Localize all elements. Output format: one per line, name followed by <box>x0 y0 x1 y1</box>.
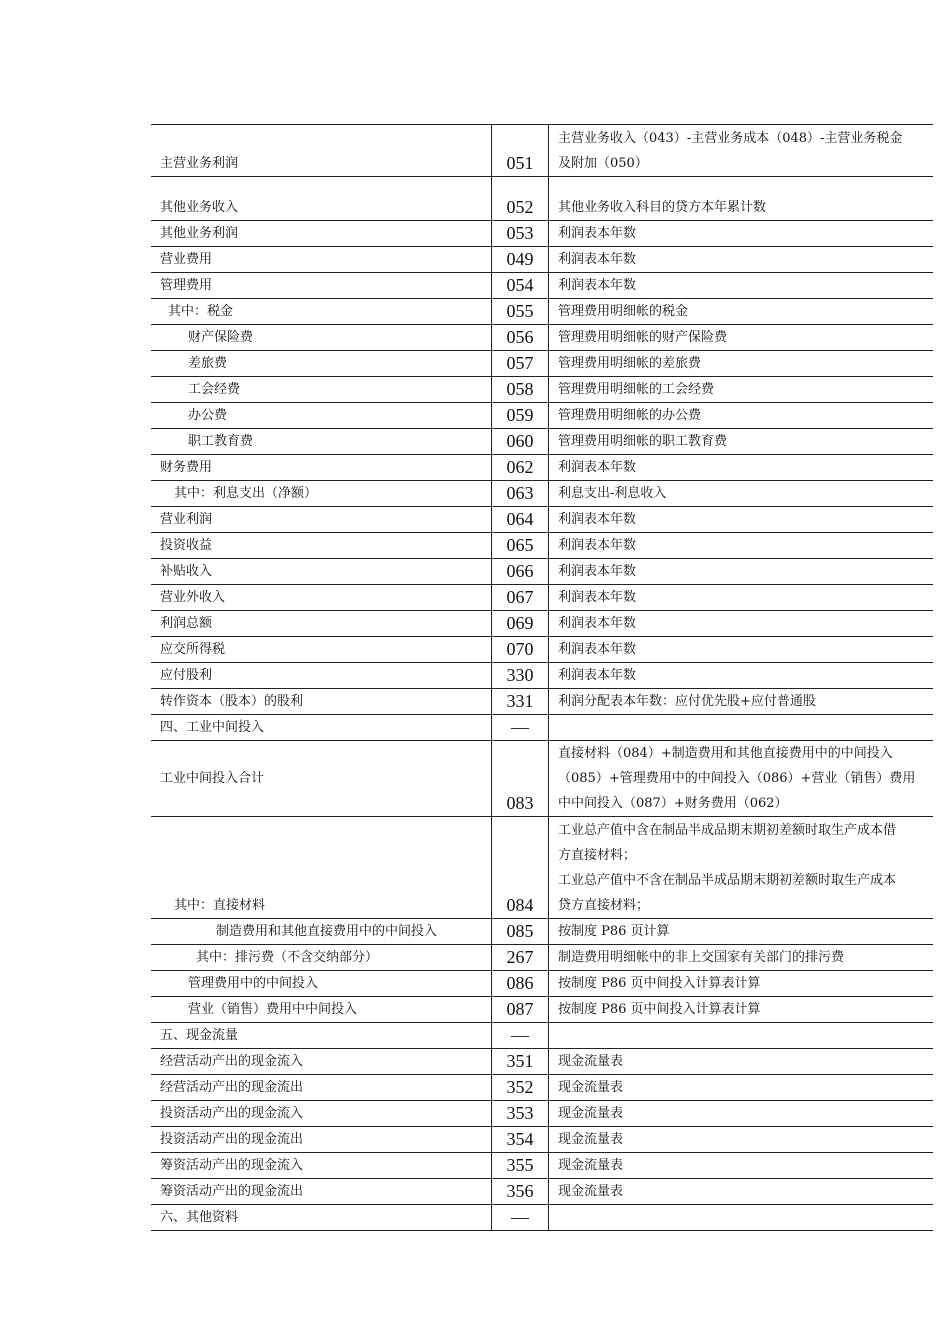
item-code: 355 <box>506 1155 534 1175</box>
item-code-cell <box>492 1101 549 1127</box>
item-code: 059 <box>506 405 534 425</box>
item-code-cell <box>492 377 549 403</box>
item-code-cell <box>492 1179 549 1205</box>
table-row <box>151 1153 933 1179</box>
item-source <box>558 637 929 662</box>
item-source-cell <box>549 221 934 247</box>
item-code: 353 <box>506 1103 534 1123</box>
item-source-cell <box>549 1153 934 1179</box>
item-code-cell <box>492 637 549 663</box>
item-source-line: 管理费用明细帐的办公费 <box>558 408 702 423</box>
item-source-line: 现金流量表 <box>558 1158 624 1173</box>
item-source-line: 中中间投入（087）+财务费用（062） <box>558 796 788 811</box>
item-source-line: 现金流量表 <box>558 1132 624 1147</box>
item-source-cell <box>549 455 934 481</box>
item-name: 投资活动产出的现金流入 <box>160 1106 304 1121</box>
table-row <box>151 663 933 689</box>
table-row <box>151 637 933 663</box>
item-name-cell <box>151 945 492 971</box>
item-source-line: 按制度 P86 页计算 <box>558 924 670 939</box>
item-name-cell <box>151 1127 492 1153</box>
item-code: 267 <box>506 947 534 967</box>
item-source <box>558 945 929 970</box>
table-row <box>151 403 933 429</box>
item-code: 062 <box>506 457 534 477</box>
item-source-line: 利润表本年数 <box>558 278 637 293</box>
item-code: — <box>511 1207 529 1227</box>
table-row <box>151 507 933 533</box>
item-source-line: 利润表本年数 <box>558 538 637 553</box>
item-source <box>558 585 929 610</box>
item-code: 064 <box>506 509 534 529</box>
item-source <box>558 1179 929 1204</box>
item-name-cell <box>151 481 492 507</box>
item-name-cell <box>151 429 492 455</box>
table-row <box>151 481 933 507</box>
item-source <box>558 1205 929 1230</box>
table-row <box>151 611 933 637</box>
item-name: 五、现金流量 <box>160 1028 239 1043</box>
item-source-line: 贷方直接材料； <box>558 898 650 913</box>
item-code: 051 <box>506 153 534 173</box>
item-code: 065 <box>506 535 534 555</box>
item-code: 052 <box>506 197 534 217</box>
item-source <box>558 325 929 350</box>
item-code-cell <box>492 429 549 455</box>
item-name-cell <box>151 689 492 715</box>
item-source <box>558 741 929 816</box>
item-source-line: 方直接材料； <box>558 848 637 863</box>
item-source-cell <box>549 559 934 585</box>
item-code-cell <box>492 997 549 1023</box>
item-code-cell <box>492 1049 549 1075</box>
item-code: 085 <box>506 921 534 941</box>
item-code: 331 <box>506 691 534 711</box>
item-name: 财务费用 <box>160 460 213 475</box>
item-name: 筹资活动产出的现金流出 <box>160 1184 304 1199</box>
item-source-line: 利润表本年数 <box>558 252 637 267</box>
item-source <box>558 1023 929 1048</box>
item-code-cell <box>492 1023 549 1049</box>
item-source <box>558 611 929 636</box>
item-source-line: 利润表本年数 <box>558 460 637 475</box>
item-name-cell <box>151 919 492 945</box>
table-row <box>151 429 933 455</box>
item-source-line: 工业总产值中含在制品半成品期末期初差额时取生产成本借 <box>558 823 897 838</box>
item-name-cell <box>151 585 492 611</box>
item-name: 其他业务收入 <box>160 200 239 215</box>
item-code: 330 <box>506 665 534 685</box>
item-source-line: 利息支出-利息收入 <box>558 486 667 501</box>
item-source-line: 现金流量表 <box>558 1054 624 1069</box>
item-code: 354 <box>506 1129 534 1149</box>
table-body <box>151 125 933 1231</box>
item-code: 049 <box>506 249 534 269</box>
item-name-cell <box>151 1023 492 1049</box>
item-name-cell <box>151 1179 492 1205</box>
item-name: 四、工业中间投入 <box>160 720 265 735</box>
item-code: 055 <box>506 301 534 321</box>
item-name: 应交所得税 <box>160 642 226 657</box>
table-row <box>151 1205 933 1231</box>
table-row <box>151 817 933 919</box>
table-row <box>151 997 933 1023</box>
item-code: 070 <box>506 639 534 659</box>
item-name-cell <box>151 377 492 403</box>
table-row <box>151 1101 933 1127</box>
item-name: 六、其他资料 <box>160 1210 239 1225</box>
item-code-cell <box>492 945 549 971</box>
item-source-line: 制造费用明细帐中的非上交国家有关部门的排污费 <box>558 950 845 965</box>
table-row <box>151 1023 933 1049</box>
item-source-line: 工业总产值中不含在制品半成品期末期初差额时取生产成本 <box>558 873 897 888</box>
item-source <box>558 1127 929 1152</box>
item-source <box>558 351 929 376</box>
item-name-cell <box>151 1049 492 1075</box>
item-source-line: 其他业务收入科目的贷方本年累计数 <box>558 200 767 215</box>
item-source <box>558 533 929 558</box>
table-row <box>151 971 933 997</box>
item-source-cell <box>549 125 934 177</box>
item-code: 086 <box>506 973 534 993</box>
item-name: 主营业务利润 <box>160 156 239 171</box>
item-name: 营业费用 <box>160 252 213 267</box>
item-code: 069 <box>506 613 534 633</box>
item-name: 其他业务利润 <box>160 226 239 241</box>
item-source-cell <box>549 177 934 221</box>
item-source <box>558 195 929 220</box>
table-row <box>151 351 933 377</box>
table-row <box>151 299 933 325</box>
item-code-cell <box>492 715 549 741</box>
table-row <box>151 585 933 611</box>
table-row <box>151 273 933 299</box>
item-source-cell <box>549 1127 934 1153</box>
item-name: 工会经费 <box>188 382 241 397</box>
item-source-line: 利润表本年数 <box>558 616 637 631</box>
item-source <box>558 715 929 740</box>
item-name-cell <box>151 247 492 273</box>
item-code-cell <box>492 971 549 997</box>
item-source <box>558 429 929 454</box>
item-name-cell <box>151 971 492 997</box>
item-code: 087 <box>506 999 534 1019</box>
item-name-cell <box>151 455 492 481</box>
item-source <box>558 481 929 506</box>
item-name-cell <box>151 663 492 689</box>
item-code: 054 <box>506 275 534 295</box>
item-name: 补贴收入 <box>160 564 213 579</box>
table-row <box>151 715 933 741</box>
item-source-cell <box>549 351 934 377</box>
item-source <box>558 689 929 714</box>
table-row <box>151 533 933 559</box>
item-name: 营业（销售）费用中中间投入 <box>188 1002 358 1017</box>
item-code-cell <box>492 247 549 273</box>
item-source <box>558 1075 929 1100</box>
item-source-line: 管理费用明细帐的工会经费 <box>558 382 715 397</box>
table-row <box>151 919 933 945</box>
table-row <box>151 559 933 585</box>
item-source-cell <box>549 971 934 997</box>
item-code: 083 <box>506 793 534 813</box>
item-source-cell <box>549 945 934 971</box>
item-code: 067 <box>506 587 534 607</box>
item-source-cell <box>549 1075 934 1101</box>
table-row <box>151 741 933 817</box>
item-code: 058 <box>506 379 534 399</box>
table-row <box>151 221 933 247</box>
item-code-cell <box>492 221 549 247</box>
item-name: 转作资本（股本）的股利 <box>160 694 304 709</box>
item-source-cell <box>549 533 934 559</box>
item-name-cell <box>151 637 492 663</box>
item-name: 利润总额 <box>160 616 213 631</box>
item-name-cell <box>151 299 492 325</box>
item-name-cell <box>151 125 492 177</box>
item-source-cell <box>549 247 934 273</box>
item-name-cell <box>151 741 492 817</box>
item-code: 060 <box>506 431 534 451</box>
item-name-cell <box>151 611 492 637</box>
item-name-cell <box>151 1205 492 1231</box>
item-code-cell <box>492 559 549 585</box>
item-name: 管理费用 <box>160 278 213 293</box>
table-row <box>151 1179 933 1205</box>
table-row <box>151 455 933 481</box>
item-name-cell <box>151 533 492 559</box>
item-code-cell <box>492 273 549 299</box>
item-source <box>558 403 929 428</box>
item-source-cell <box>549 997 934 1023</box>
item-source-cell <box>549 689 934 715</box>
item-source <box>558 997 929 1022</box>
item-code-cell <box>492 919 549 945</box>
item-source-cell <box>549 611 934 637</box>
item-code: 356 <box>506 1181 534 1201</box>
item-code: 063 <box>506 483 534 503</box>
item-code-cell <box>492 663 549 689</box>
item-source <box>558 273 929 298</box>
item-name: 管理费用中的中间投入 <box>188 976 319 991</box>
item-name-cell <box>151 273 492 299</box>
item-name: 营业利润 <box>160 512 213 527</box>
item-source-line: 现金流量表 <box>558 1106 624 1121</box>
item-name: 经营活动产出的现金流出 <box>160 1080 304 1095</box>
item-name-cell <box>151 403 492 429</box>
item-source-cell <box>549 429 934 455</box>
item-code-cell <box>492 177 549 221</box>
item-name-cell <box>151 817 492 919</box>
item-code-cell <box>492 533 549 559</box>
item-source-cell <box>549 377 934 403</box>
item-code-cell <box>492 351 549 377</box>
item-source <box>558 1049 929 1074</box>
item-source <box>558 559 929 584</box>
item-name-cell <box>151 997 492 1023</box>
item-source-cell <box>549 507 934 533</box>
table-row <box>151 125 933 177</box>
item-name-cell <box>151 715 492 741</box>
item-source-line: 管理费用明细帐的税金 <box>558 304 689 319</box>
item-code-cell <box>492 689 549 715</box>
item-name: 制造费用和其他直接费用中的中间投入 <box>216 924 438 939</box>
item-source-cell <box>549 1049 934 1075</box>
indicator-table <box>151 124 933 1231</box>
item-source-line <box>558 1023 929 1048</box>
item-source <box>558 919 929 944</box>
item-name: 工业中间投入合计 <box>160 771 265 786</box>
item-source-line: 主营业务收入（043）-主营业务成本（048）-主营业务税金 <box>558 131 903 146</box>
item-source <box>558 971 929 996</box>
item-code: 053 <box>506 223 534 243</box>
item-name-cell <box>151 177 492 221</box>
item-code-cell <box>492 507 549 533</box>
table-row <box>151 945 933 971</box>
item-code-cell <box>492 481 549 507</box>
item-code-cell <box>492 325 549 351</box>
item-name-cell <box>151 221 492 247</box>
item-source <box>558 507 929 532</box>
item-name-cell <box>151 559 492 585</box>
item-name-cell <box>151 1075 492 1101</box>
item-source <box>558 1153 929 1178</box>
item-name: 办公费 <box>188 408 228 423</box>
item-name-cell <box>151 507 492 533</box>
item-name: 投资收益 <box>160 538 213 553</box>
item-name: 营业外收入 <box>160 590 226 605</box>
item-code-cell <box>492 125 549 177</box>
item-name: 其中：排污费（不含交纳部分） <box>196 950 379 965</box>
item-code: 351 <box>506 1051 534 1071</box>
item-source-line <box>558 715 929 740</box>
item-code-cell <box>492 1153 549 1179</box>
item-source-cell <box>549 1179 934 1205</box>
item-code-cell <box>492 1127 549 1153</box>
item-code: 057 <box>506 353 534 373</box>
item-source-line: 按制度 P86 页中间投入计算表计算 <box>558 1002 761 1017</box>
item-name: 差旅费 <box>188 356 228 371</box>
item-source-line: 利润表本年数 <box>558 512 637 527</box>
item-source-cell <box>549 817 934 919</box>
table-row <box>151 177 933 221</box>
item-code: 056 <box>506 327 534 347</box>
item-name: 经营活动产出的现金流入 <box>160 1054 304 1069</box>
item-code-cell <box>492 455 549 481</box>
item-code-cell <box>492 611 549 637</box>
item-code-cell <box>492 1205 549 1231</box>
item-code: 066 <box>506 561 534 581</box>
item-source-line: 管理费用明细帐的差旅费 <box>558 356 702 371</box>
table-row <box>151 1127 933 1153</box>
item-source <box>558 455 929 480</box>
item-source <box>558 247 929 272</box>
item-source-line: 按制度 P86 页中间投入计算表计算 <box>558 976 761 991</box>
table-row <box>151 377 933 403</box>
item-code-cell <box>492 817 549 919</box>
item-source-line: 利润表本年数 <box>558 642 637 657</box>
table-row <box>151 247 933 273</box>
item-source-cell <box>549 637 934 663</box>
item-source-cell <box>549 273 934 299</box>
item-source <box>558 1101 929 1126</box>
item-source-line: 现金流量表 <box>558 1080 624 1095</box>
item-source <box>558 818 929 918</box>
item-name: 其中：税金 <box>168 304 234 319</box>
item-source-cell <box>549 741 934 817</box>
item-source-cell <box>549 585 934 611</box>
item-source <box>558 126 929 176</box>
item-source-cell <box>549 481 934 507</box>
item-source-line: 现金流量表 <box>558 1184 624 1199</box>
item-source-cell <box>549 1205 934 1231</box>
item-name: 职工教育费 <box>188 434 254 449</box>
item-source-line: 管理费用明细帐的财产保险费 <box>558 330 728 345</box>
item-name: 财产保险费 <box>188 330 254 345</box>
item-name: 其中：直接材料 <box>174 898 266 913</box>
item-source-line: 管理费用明细帐的职工教育费 <box>558 434 728 449</box>
item-code: — <box>511 1025 529 1045</box>
item-code-cell <box>492 299 549 325</box>
table-row <box>151 1049 933 1075</box>
item-source-cell <box>549 919 934 945</box>
item-source <box>558 221 929 246</box>
item-source-line: （085）+管理费用中的中间投入（086）+营业（销售）费用 <box>558 771 916 786</box>
item-code: — <box>511 717 529 737</box>
item-name-cell <box>151 351 492 377</box>
item-code-cell <box>492 741 549 817</box>
item-source-line: 及附加（050） <box>558 156 648 171</box>
item-source-line: 利润表本年数 <box>558 668 637 683</box>
item-source <box>558 299 929 324</box>
item-source-cell <box>549 1023 934 1049</box>
item-source-line: 利润表本年数 <box>558 590 637 605</box>
item-source-line: 利润分配表本年数：应付优先股+应付普通股 <box>558 694 816 709</box>
table-row <box>151 689 933 715</box>
item-name: 应付股利 <box>160 668 213 683</box>
item-source-line <box>558 1205 929 1230</box>
item-name: 其中：利息支出（净额） <box>174 486 318 501</box>
item-source <box>558 377 929 402</box>
item-source-line: 利润表本年数 <box>558 226 637 241</box>
item-code: 352 <box>506 1077 534 1097</box>
item-code: 084 <box>506 895 534 915</box>
item-code-cell <box>492 403 549 429</box>
item-source <box>558 663 929 688</box>
item-name-cell <box>151 325 492 351</box>
table-row <box>151 325 933 351</box>
item-name: 筹资活动产出的现金流入 <box>160 1158 304 1173</box>
item-name-cell <box>151 1101 492 1127</box>
item-source-cell <box>549 1101 934 1127</box>
item-source-cell <box>549 663 934 689</box>
item-source-line: 利润表本年数 <box>558 564 637 579</box>
item-name: 投资活动产出的现金流出 <box>160 1132 304 1147</box>
item-source-cell <box>549 403 934 429</box>
item-code-cell <box>492 1075 549 1101</box>
item-source-line: 直接材料（084）+制造费用和其他直接费用中的中间投入 <box>558 746 893 761</box>
item-code-cell <box>492 585 549 611</box>
item-name-cell <box>151 1153 492 1179</box>
item-source-cell <box>549 325 934 351</box>
table-row <box>151 1075 933 1101</box>
item-source-cell <box>549 715 934 741</box>
item-source-cell <box>549 299 934 325</box>
